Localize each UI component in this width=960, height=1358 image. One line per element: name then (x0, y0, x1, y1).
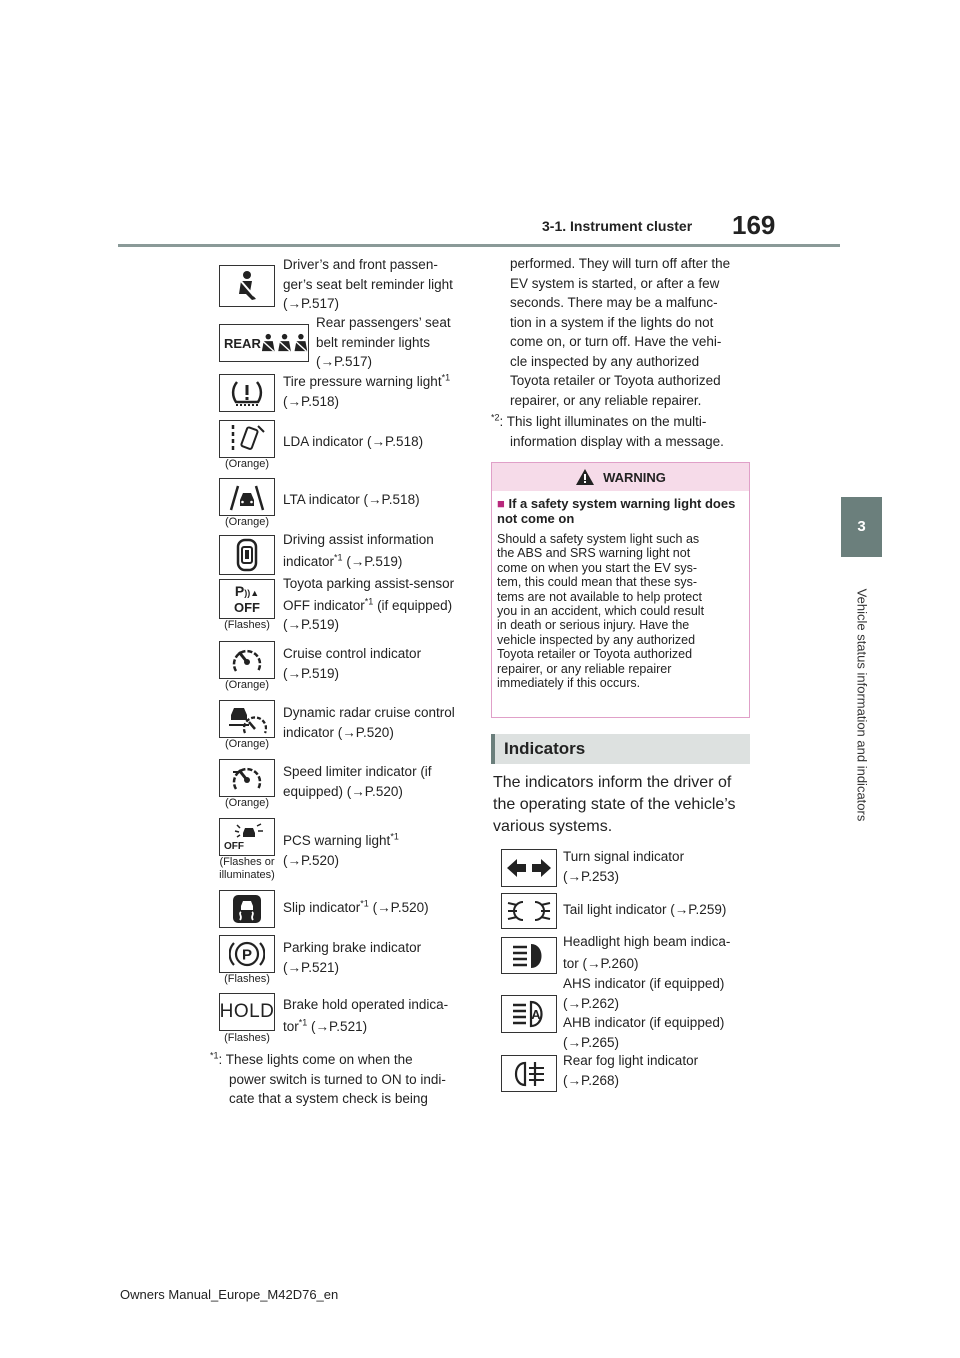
slip-icon (219, 890, 275, 928)
lda-icon (219, 420, 275, 458)
footnote-1: $^{*1}$: These lights come on when the power switch is turned to ON to indi- cate that a system check is being (210, 1050, 446, 1106)
chapter-tab-title (841, 560, 882, 850)
tire-pressure-icon (219, 374, 275, 412)
rear-seatbelt-text: Rear passengers’ seat belt reminder lights (→P.517) (316, 315, 451, 369)
parking-brake-text: Parking brake indicator (→P.521) (283, 940, 422, 975)
speed-limiter-caption: (Orange) (224, 797, 270, 809)
warning-header (492, 463, 749, 491)
radar-cruise-caption: (Orange) (224, 738, 270, 750)
warning-title: WARNING (603, 469, 666, 485)
parking-sensor-caption: (Flashes) (224, 619, 270, 631)
seatbelt-text: Driver’s and front passen- ger’s seat belt reminder light (→P.517) (283, 257, 453, 311)
parking-brake-icon (219, 935, 275, 973)
high-beam-icon (501, 937, 557, 974)
high-beam-text: Headlight high beam indica- tor (→P.260) (563, 934, 731, 971)
svg-text:A: A (531, 1007, 541, 1022)
rear-fog-text: Rear fog light indicator (→P.268) (563, 1053, 699, 1088)
turn-signal-icon (501, 849, 557, 887)
pcs-caption: (Flashes or illuminates) (219, 856, 275, 881)
lda-caption: (Orange) (224, 458, 270, 470)
seatbelt-icon (219, 265, 275, 307)
parking-brake-caption: (Flashes) (224, 973, 270, 985)
lta-icon (219, 478, 275, 516)
tire-pressure-text: Tire pressure warning light$^{*1}$ (→P.518) (283, 372, 451, 409)
warning-body: Should a safety system light such as the ABS and SRS warning light not come on when you start the EV sys- tem, this could mean that these sys- tems are not available to help protect you in an accident, which could result in death or serious injury. Have the vehicle inspected by any authorized Toyota retailer or Toyota authorized repairer, or any reliable repairer immediately if this occurs. (497, 532, 705, 691)
pcs-off-icon: OFF (219, 818, 275, 856)
ahs-text: AHS indicator (if equipped) (→P.262) AHB indicator (if equipped) (→P.265) (563, 976, 725, 1050)
brake-hold-text: Brake hold operated indica- tor$^{*1}$ (→P.521) (283, 997, 449, 1034)
brake-hold-icon: HOLD (219, 993, 275, 1031)
brake-hold-caption: (Flashes) (224, 1032, 270, 1044)
turn-signal-text: Turn signal indicator (→P.253) (563, 849, 685, 884)
tail-light-icon (501, 893, 557, 929)
pcs-text: PCS warning light$^{*1}$ (→P.520) (283, 831, 399, 868)
radar-cruise-icon (219, 700, 275, 738)
page-number: 169 (732, 210, 776, 240)
warning-triangle-icon (575, 468, 595, 486)
parking-sensor-off-icon: P))▲ OFF (219, 579, 275, 619)
tail-light-text: Tail light indicator (→P.259) (563, 902, 727, 917)
footnote-2: $^{*2}$: This light illuminates on the multi- information display with a message. (491, 412, 724, 449)
speed-limiter-text: Speed limiter indicator (if equipped) (→P.520) (283, 764, 432, 799)
lta-text: LTA indicator (→P.518) (283, 492, 420, 507)
lda-text: LDA indicator (→P.518) (283, 434, 424, 449)
footer-text: Owners Manual_Europe_M42D76_en (120, 1287, 339, 1302)
rear-fog-icon (501, 1055, 557, 1092)
cruise-caption: (Orange) (224, 679, 270, 691)
section-title: 3-1. Instrument cluster (542, 218, 693, 234)
svg-text:P: P (241, 946, 253, 964)
radar-cruise-text: Dynamic radar cruise control indicator (→P.520) (283, 705, 455, 740)
cruise-control-icon (219, 641, 275, 679)
cruise-text: Cruise control indicator (→P.519) (283, 646, 422, 681)
indicators-heading: Indicators (491, 734, 750, 764)
rear-seatbelt-icon: REAR (219, 324, 309, 362)
ahs-icon (501, 995, 557, 1033)
parking-sensor-text: Toyota parking assist-sensor OFF indicator$^{*1}$ (if equipped) (→P.519) (283, 576, 455, 632)
slip-text: Slip indicator$^{*1}$ (→P.520) (283, 898, 429, 915)
warning-subtitle: ■ If a safety system warning light does not come on (497, 496, 736, 526)
driving-assist-text: Driving assist information indicator$^{*1}$ (→P.519) (283, 532, 434, 569)
indicators-intro: The indicators inform the driver of the operating state of the vehicle’s various systems. (493, 774, 736, 835)
speed-limiter-icon (219, 759, 275, 797)
footnote-1-continued: performed. They will turn off after the EV system is started, or after a few seconds. There may be a malfunc- tion in a system if the lights do not come on, or turn off. Have the vehi- cle inspected by any authorized Toyota retailer or Toyota authorized repairer, or any reliable repairer. (510, 256, 731, 408)
lta-caption: (Orange) (224, 516, 270, 528)
header-rule (118, 244, 840, 247)
driving-assist-icon (219, 535, 275, 575)
chapter-tab-number: 3 (841, 497, 882, 557)
chapter-title-text: Vehicle status information and indicators (854, 588, 869, 822)
